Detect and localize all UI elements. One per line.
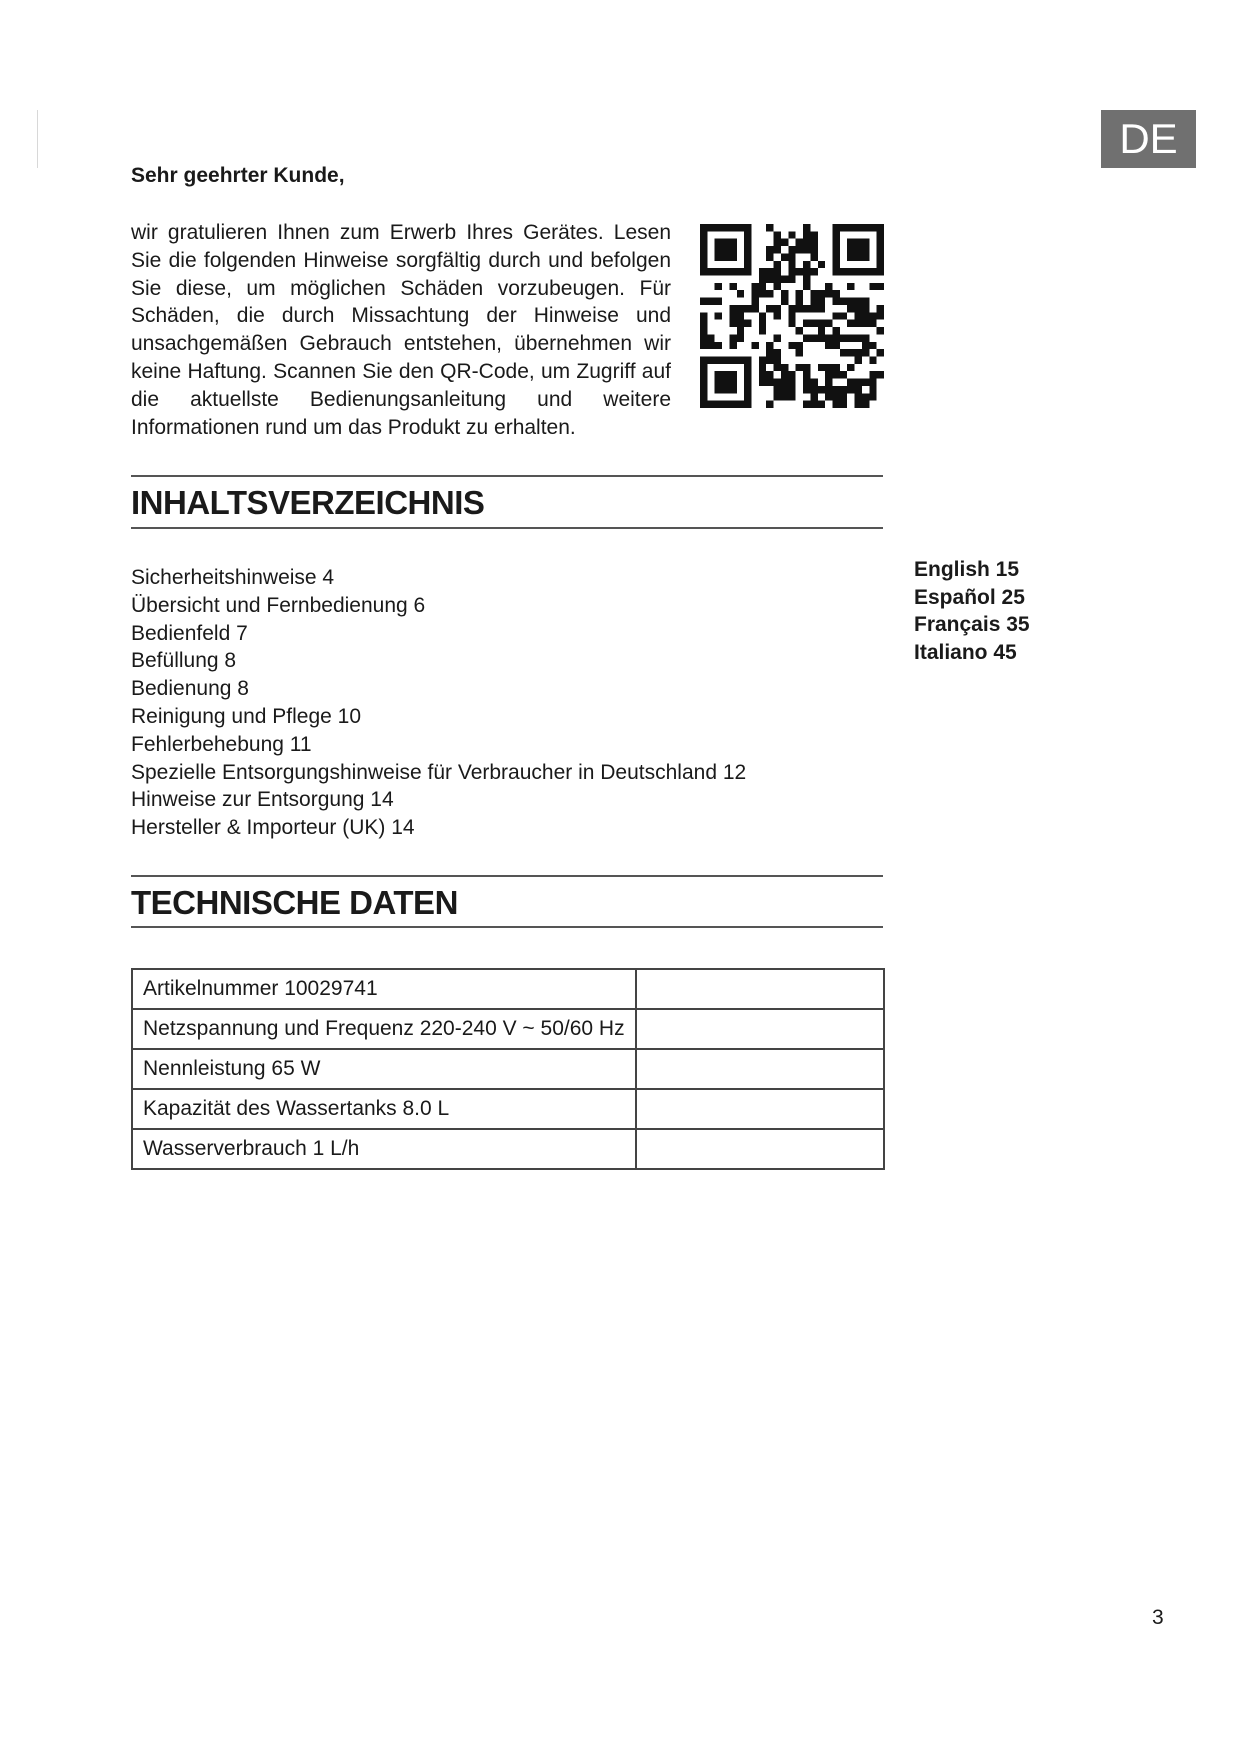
spec-cell: Nennleistung 65 W <box>132 1049 636 1089</box>
language-link-espanol[interactable]: Español 25 <box>914 585 1025 609</box>
language-list <box>914 556 1030 666</box>
margin-divider <box>37 110 38 168</box>
spec-empty-cell <box>636 1049 884 1089</box>
toc-rule-bottom <box>131 527 883 529</box>
table-row <box>132 1089 884 1129</box>
language-badge: DE <box>1101 110 1196 168</box>
specs-heading: TECHNISCHE DATEN <box>131 884 458 921</box>
qr-code-icon <box>700 224 884 408</box>
language-link-english[interactable]: English 15 <box>914 558 1020 581</box>
specs-table <box>131 968 885 1170</box>
spec-empty-cell <box>636 1089 884 1129</box>
table-row <box>132 1049 884 1089</box>
toc-heading: INHALTSVERZEICHNIS <box>131 484 485 521</box>
toc-item[interactable]: Hinweise zur Entsorgung 14 <box>131 788 394 812</box>
spec-cell: Wasserverbrauch 1 L/h <box>132 1129 636 1169</box>
spec-empty-cell <box>636 1129 884 1169</box>
intro-paragraph: wir gratulieren Ihnen zum Erwerb Ihres Gerätes. Lesen Sie die folgenden Hinweise sorgfältig durch und befolgen Sie diese, um möglichen Schäden vorzubeugen. Für Schäden, die durch Missachtung der Hinweise und unsachgemäßen Gebrauch entstehen, übernehmen wir keine Haftung. Scannen Sie den QR-Code, um Zugriff auf die aktuellste Bedienungsanleitung und weitere Informationen rund um das Produkt zu erhalten. <box>131 221 671 439</box>
specs-rule-top <box>131 875 883 877</box>
spec-cell: Kapazität des Wassertanks 8.0 L <box>132 1089 636 1129</box>
toc-item[interactable]: Bedienung 8 <box>131 677 249 701</box>
toc-item[interactable]: Hersteller & Importeur (UK) 14 <box>131 816 415 840</box>
toc-item[interactable]: Spezielle Entsorgungshinweise für Verbraucher in Deutschland 12 <box>131 760 747 784</box>
toc-item[interactable]: Befüllung 8 <box>131 649 237 673</box>
table-row <box>132 1129 884 1169</box>
toc-item[interactable]: Reinigung und Pflege 10 <box>131 704 362 728</box>
toc-item[interactable]: Fehlerbehebung 11 <box>131 732 312 756</box>
spec-cell: Artikelnummer 10029741 <box>132 969 636 1009</box>
toc-item[interactable]: Übersicht und Fernbedienung 6 <box>131 593 426 617</box>
table-row <box>132 1009 884 1049</box>
page-number: 3 <box>1152 1606 1164 1629</box>
toc-item[interactable]: Bedienfeld 7 <box>131 621 248 645</box>
toc-list <box>131 564 746 842</box>
toc-rule-top <box>131 475 883 477</box>
language-link-francais[interactable]: Français 35 <box>914 613 1030 637</box>
spec-empty-cell <box>636 1009 884 1049</box>
spec-empty-cell <box>636 969 884 1009</box>
table-row <box>132 969 884 1009</box>
specs-rule-bottom <box>131 926 883 928</box>
greeting: Sehr geehrter Kunde, <box>131 164 345 187</box>
toc-item[interactable]: Sicherheitshinweise 4 <box>131 566 335 589</box>
language-link-italiano[interactable]: Italiano 45 <box>914 640 1017 664</box>
spec-cell: Netzspannung und Frequenz 220-240 V ~ 50/60 Hz <box>132 1009 636 1049</box>
